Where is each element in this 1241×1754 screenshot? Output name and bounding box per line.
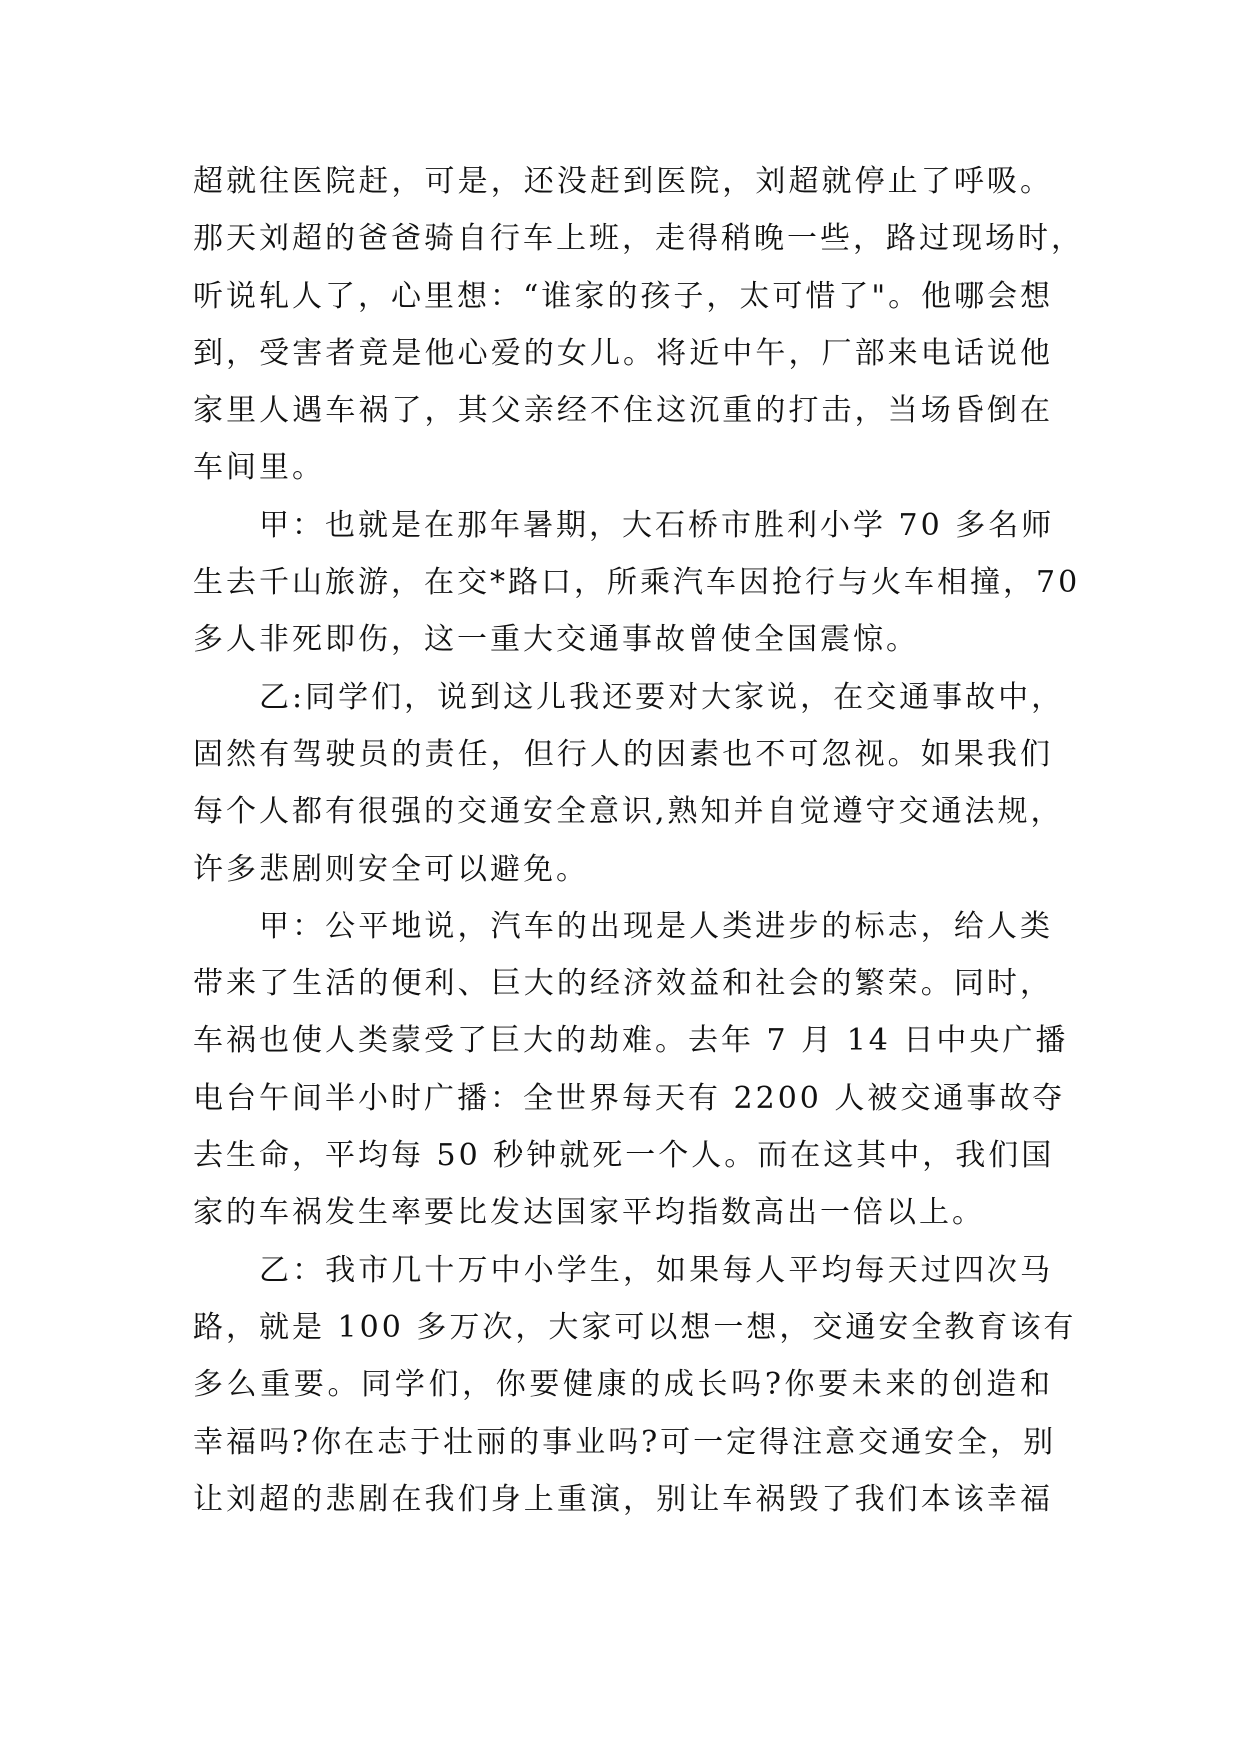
text-line: 乙:同学们，说到这儿我还要对大家说，在交通事故中， — [259, 679, 1065, 715]
text-line: 家的车祸发生率要比发达国家平均指数高出一倍以上。 — [193, 1195, 985, 1231]
text-line: 幸福吗?你在志于壮丽的事业吗?可一定得注意交通安全，别 — [193, 1424, 1057, 1460]
paragraph-3-cont — [193, 726, 1064, 898]
document-body — [193, 153, 1084, 1528]
text-line: 许多悲剧则安全可以避免。 — [193, 851, 589, 887]
text-line: 听说轧人了，心里想：“谁家的孩子，太可惜了"。他哪会想 — [193, 278, 1054, 314]
text-line: 乙：我市几十万中小学生，如果每人平均每天过四次马 — [259, 1252, 1053, 1288]
text-line: 固然有驾驶员的责任，但行人的因素也不可忽视。如果我们 — [193, 736, 1053, 772]
paragraph-2-cont — [193, 554, 1081, 669]
text-line: 生去千山旅游，在交*路口，所乘汽车因抢行与火车相撞，70 — [193, 565, 1081, 601]
paragraph-5 — [193, 1242, 1053, 1299]
text-line: 让刘超的悲剧在我们身上重演，别让车祸毁了我们本该幸福 — [193, 1481, 1053, 1517]
text-line: 电台午间半小时广播：全世界每天有 2200 人被交通事故夺 — [193, 1080, 1066, 1116]
text-line: 带来了生活的便利、巨大的经济效益和社会的繁荣。同时， — [193, 966, 1053, 1002]
text-line: 多人非死即伤，这一重大交通事故曾使全国震惊。 — [193, 622, 919, 658]
text-line: 超就往医院赶，可是，还没赶到医院，刘超就停止了呼吸。 — [193, 164, 1053, 199]
paragraph-4 — [193, 898, 1053, 955]
text-line: 每个人都有很强的交通安全意识,熟知并自觉遵守交通法规， — [193, 794, 1064, 830]
text-line: 多么重要。同学们，你要健康的成长吗?你要未来的创造和 — [193, 1367, 1053, 1403]
paragraph-2 — [193, 497, 1053, 554]
text-line: 甲：也就是在那年暑期，大石桥市胜利小学 70 多名师 — [259, 507, 1055, 543]
text-line: 车祸也使人类蒙受了巨大的劫难。去年 7 月 14 日中央广播 — [193, 1023, 1069, 1059]
paragraph-4-cont — [193, 955, 1069, 1241]
text-line: 家里人遇车祸了，其父亲经不住这沉重的打击，当场昏倒在 — [193, 393, 1053, 429]
text-line: 去生命，平均每 50 秒钟就死一个人。而在这其中，我们国 — [193, 1138, 1055, 1174]
text-line: 到，受害者竟是他心爱的女儿。将近中午，厂部来电话说他 — [193, 335, 1053, 371]
text-line: 车间里。 — [193, 450, 325, 486]
text-line: 路，就是 100 多万次，大家可以想一想，交通安全教育该有 — [193, 1309, 1077, 1345]
text-line: 那天刘超的爸爸骑自行车上班，走得稍晚一些，路过现场时， — [193, 221, 1084, 257]
paragraph-3 — [193, 669, 1065, 726]
text-line: 甲：公平地说，汽车的出现是人类进步的标志，给人类 — [259, 908, 1053, 944]
paragraph-1 — [193, 153, 1084, 497]
paragraph-5-cont — [193, 1299, 1077, 1528]
